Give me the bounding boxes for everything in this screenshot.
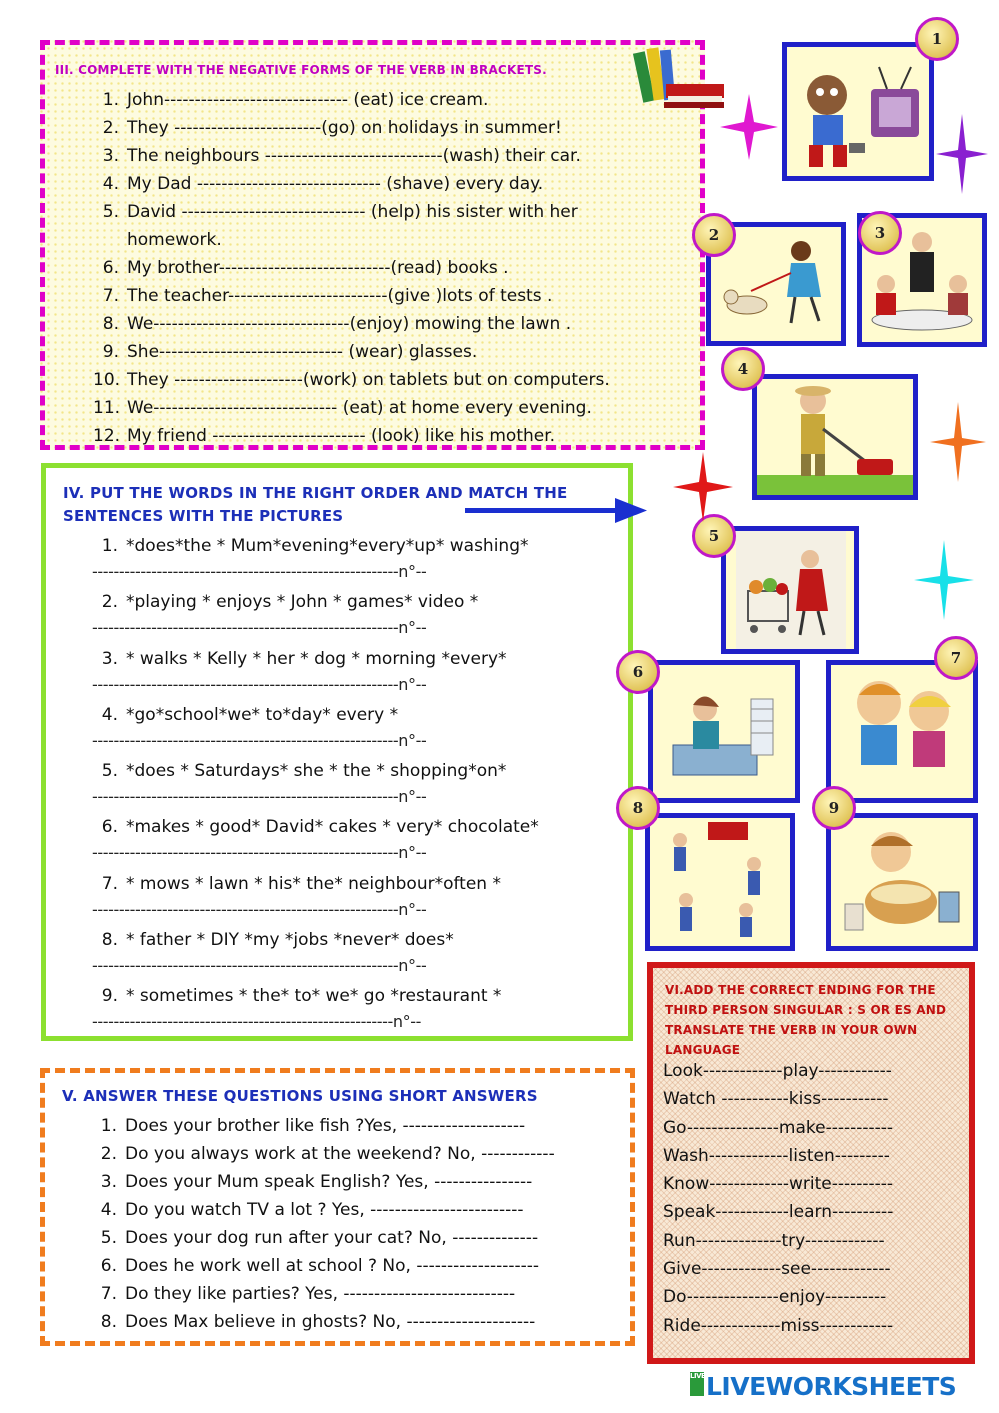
exercise-6-panel bbox=[647, 962, 975, 1364]
item-number: 4. bbox=[102, 174, 119, 194]
man-doing-diy-illustration bbox=[650, 818, 790, 946]
item-number: 1. bbox=[101, 536, 118, 556]
item-number: 7. bbox=[100, 1284, 117, 1304]
sparkle-star-icon bbox=[936, 114, 988, 194]
item-number: 8. bbox=[101, 930, 118, 951]
item-number: 7. bbox=[101, 873, 118, 894]
picture-1 bbox=[782, 42, 934, 181]
list-item bbox=[93, 226, 703, 254]
exercise-3-panel bbox=[40, 40, 705, 450]
item-number: 9. bbox=[101, 986, 118, 1007]
item-text: Does he work well at school ? No, -------------------- bbox=[125, 1256, 540, 1276]
list-item bbox=[93, 142, 703, 170]
picture-7 bbox=[826, 660, 978, 803]
picture-number-badge: 1 bbox=[915, 17, 959, 61]
verb-pair[interactable]: Ride-------------miss------------ bbox=[663, 1315, 894, 1336]
item-text: My Dad ------------------------------ (shave) every day. bbox=[127, 174, 544, 194]
verb-pair[interactable]: Look-------------play------------ bbox=[663, 1061, 892, 1081]
answer-line[interactable]: ---------------------------------------------------------n°-- bbox=[92, 956, 427, 976]
list-item bbox=[93, 254, 703, 282]
picture-number-badge: 7 bbox=[934, 636, 978, 680]
exercise-6-title: VI.ADD THE CORRECT ENDING FOR THE THIRD PERSON SINGULAR : S OR ES AND TRANSLATE THE VERB IN YOUR OWN LANGUAGE bbox=[665, 983, 947, 1057]
sparkle-star-icon bbox=[914, 540, 974, 620]
item-number: 1. bbox=[100, 1116, 117, 1136]
list-item bbox=[91, 1140, 631, 1168]
list-item bbox=[93, 114, 703, 142]
item-text: They ---------------------(work) on tablets but on computers. bbox=[127, 370, 610, 390]
item-number: 11. bbox=[93, 398, 121, 418]
verb-pair[interactable]: Give-------------see------------- bbox=[663, 1259, 891, 1280]
answer-line[interactable]: ---------------------------------------------------------n°-- bbox=[92, 787, 427, 807]
item-text: Does your dog run after your cat? No, -------------- bbox=[125, 1228, 539, 1248]
item-text: homework. bbox=[127, 230, 222, 250]
item-text: She------------------------------ (wear) glasses. bbox=[127, 342, 478, 362]
list-item bbox=[92, 757, 632, 813]
item-text: The neighbours -----------------------------(wash) their car. bbox=[127, 146, 581, 166]
picture-6 bbox=[648, 660, 800, 803]
logo-badge-icon: LIVE bbox=[690, 1372, 704, 1396]
item-text: Does Max believe in ghosts? No, --------------------- bbox=[125, 1312, 536, 1332]
exercise-4-list bbox=[92, 532, 632, 1039]
item-text: The teacher--------------------------(give )lots of tests . bbox=[127, 286, 553, 306]
item-text: * walks * Kelly * her * dog * morning *every* bbox=[126, 648, 507, 669]
item-text: My brother----------------------------(read) books . bbox=[127, 258, 509, 278]
answer-line[interactable]: ---------------------------------------------------------n°-- bbox=[92, 730, 427, 750]
list-item bbox=[93, 86, 703, 114]
verb-pair[interactable]: Run--------------try------------- bbox=[663, 1230, 885, 1251]
list-item bbox=[93, 422, 703, 450]
picture-9 bbox=[826, 813, 978, 951]
item-number: 1. bbox=[102, 90, 119, 110]
item-text: *does*the * Mum*evening*every*up* washing* bbox=[126, 536, 529, 556]
exercise-5-panel bbox=[40, 1068, 635, 1346]
woman-shopping-illustration bbox=[726, 531, 854, 649]
item-number: 4. bbox=[100, 1200, 117, 1220]
list-item bbox=[93, 282, 703, 310]
item-number: 5. bbox=[101, 761, 118, 782]
item-number: 3. bbox=[100, 1172, 117, 1192]
item-number: 5. bbox=[100, 1228, 117, 1248]
item-number: 9. bbox=[102, 342, 119, 362]
logo-text: LIVEWORKSHEETS bbox=[706, 1372, 957, 1401]
picture-4 bbox=[752, 374, 918, 500]
item-text: *does * Saturdays* she * the * shopping*on* bbox=[126, 761, 507, 782]
picture-number-badge: 5 bbox=[692, 514, 736, 558]
list-item bbox=[91, 1168, 631, 1196]
list-item bbox=[93, 198, 703, 226]
item-text: We------------------------------ (eat) at home every evening. bbox=[127, 398, 592, 418]
picture-number-badge: 2 bbox=[692, 213, 736, 257]
item-number: 4. bbox=[101, 704, 118, 725]
item-number: 5. bbox=[102, 202, 119, 222]
list-item bbox=[92, 645, 632, 701]
children-going-to-school-illustration bbox=[831, 665, 973, 798]
item-number: 8. bbox=[102, 314, 119, 334]
verb-pair[interactable]: Watch -----------kiss----------- bbox=[663, 1089, 889, 1110]
item-text: *go*school*we* to*day* every * bbox=[126, 704, 399, 725]
list-item bbox=[92, 870, 632, 926]
verb-pair[interactable]: Speak------------learn---------- bbox=[663, 1202, 894, 1223]
item-text: John------------------------------ (eat) ice cream. bbox=[127, 90, 489, 110]
item-number: 2. bbox=[101, 592, 118, 613]
list-item bbox=[93, 170, 703, 198]
list-item bbox=[92, 532, 632, 588]
list-item bbox=[92, 926, 632, 982]
list-item bbox=[92, 588, 632, 644]
list-item bbox=[91, 1252, 631, 1280]
picture-number-badge: 9 bbox=[812, 786, 856, 830]
man-mowing-lawn-illustration bbox=[757, 379, 913, 495]
list-item bbox=[93, 394, 703, 422]
item-text: *playing * enjoys * John * games* video * bbox=[126, 592, 479, 613]
picture-number-badge: 6 bbox=[616, 650, 660, 694]
item-number: 6. bbox=[100, 1256, 117, 1276]
item-number: 6. bbox=[102, 258, 119, 278]
item-text: * father * DIY *my *jobs *never* does* bbox=[126, 930, 454, 951]
boy-playing-video-games-illustration bbox=[787, 47, 929, 176]
item-text: My friend ------------------------- (look) like his mother. bbox=[127, 426, 556, 446]
exercise-3-title: III. COMPLETE WITH THE NEGATIVE FORMS OF THE VERB IN BRACKETS. bbox=[55, 63, 547, 77]
item-number: 7. bbox=[102, 286, 119, 306]
item-number: 12. bbox=[93, 426, 121, 446]
liveworksheets-logo[interactable] bbox=[690, 1372, 956, 1401]
sparkle-star-icon bbox=[720, 94, 778, 160]
item-text: * mows * lawn * his* the* neighbour*often * bbox=[126, 873, 501, 894]
list-item bbox=[91, 1308, 631, 1336]
answer-line[interactable]: ---------------------------------------------------------n°-- bbox=[92, 843, 427, 863]
arrow-right-icon bbox=[465, 496, 650, 526]
verb-pair[interactable]: Do---------------enjoy---------- bbox=[663, 1287, 887, 1308]
exercise-3-list bbox=[93, 86, 703, 450]
answer-line[interactable]: ---------------------------------------------------------n°-- bbox=[92, 674, 427, 694]
item-number: 8. bbox=[100, 1312, 117, 1332]
item-text: Does your brother like fish ?Yes, -------------------- bbox=[125, 1116, 526, 1136]
exercise-4-panel bbox=[41, 463, 633, 1041]
answer-line[interactable]: ---------------------------------------------------------n°-- bbox=[92, 562, 427, 581]
answer-line[interactable]: ---------------------------------------------------------n°-- bbox=[92, 899, 427, 919]
books-icon bbox=[630, 44, 730, 112]
list-item bbox=[92, 813, 632, 869]
list-item bbox=[91, 1224, 631, 1252]
verb-pair[interactable]: Go---------------make----------- bbox=[663, 1117, 894, 1138]
list-item bbox=[91, 1280, 631, 1308]
item-number: 2. bbox=[102, 118, 119, 138]
list-item bbox=[92, 982, 632, 1038]
list-item bbox=[91, 1112, 631, 1140]
answer-line[interactable]: --------------------------------------------------------n°-- bbox=[92, 1012, 422, 1032]
item-text: Does your Mum speak English? Yes, ---------------- bbox=[125, 1172, 533, 1192]
item-text: *makes * good* David* cakes * very* chocolate* bbox=[126, 817, 539, 838]
verb-pair[interactable]: Wash-------------listen--------- bbox=[663, 1145, 890, 1166]
item-text: Do you always work at the weekend? No, ------------ bbox=[125, 1144, 555, 1164]
woman-washing-up-illustration bbox=[653, 665, 795, 798]
exercise-5-title: V. ANSWER THESE QUESTIONS USING SHORT ANSWERS bbox=[62, 1087, 538, 1105]
picture-number-badge: 8 bbox=[616, 786, 660, 830]
item-number: 6. bbox=[101, 817, 118, 838]
sparkle-star-icon bbox=[673, 452, 733, 522]
verb-pairs-list bbox=[663, 1057, 893, 1340]
list-item bbox=[92, 701, 632, 757]
item-text: They ------------------------(go) on holidays in summer! bbox=[127, 118, 562, 138]
sparkle-star-icon bbox=[930, 402, 986, 482]
picture-number-badge: 4 bbox=[721, 347, 765, 391]
exercise-4-title: IV. PUT THE WORDS IN THE RIGHT ORDER AND MATCH THE SENTENCES WITH THE PICTURES bbox=[63, 484, 568, 525]
item-number: 3. bbox=[102, 146, 119, 166]
item-text: * sometimes * the* to* we* go *restaurant * bbox=[126, 986, 502, 1007]
list-item bbox=[93, 310, 703, 338]
list-item bbox=[93, 338, 703, 366]
item-text: Do you watch TV a lot ? Yes, ------------------------- bbox=[125, 1200, 524, 1220]
item-text: We--------------------------------(enjoy) mowing the lawn . bbox=[127, 314, 572, 334]
picture-5 bbox=[721, 526, 859, 654]
answer-line[interactable]: ---------------------------------------------------------n°-- bbox=[92, 618, 427, 638]
item-number: 2. bbox=[100, 1144, 117, 1164]
boy-baking-cake-illustration bbox=[831, 818, 973, 946]
picture-number-badge: 3 bbox=[858, 211, 902, 255]
item-number: 10. bbox=[93, 370, 121, 390]
list-item bbox=[91, 1196, 631, 1224]
verb-pair[interactable]: Know-------------write---------- bbox=[663, 1174, 894, 1195]
exercise-5-list bbox=[91, 1112, 631, 1336]
picture-8 bbox=[645, 813, 795, 951]
item-text: Do they like parties? Yes, ---------------------------- bbox=[125, 1284, 516, 1304]
item-text: David ------------------------------ (help) his sister with her bbox=[127, 202, 578, 222]
list-item bbox=[93, 366, 703, 394]
item-number: 3. bbox=[101, 648, 118, 669]
